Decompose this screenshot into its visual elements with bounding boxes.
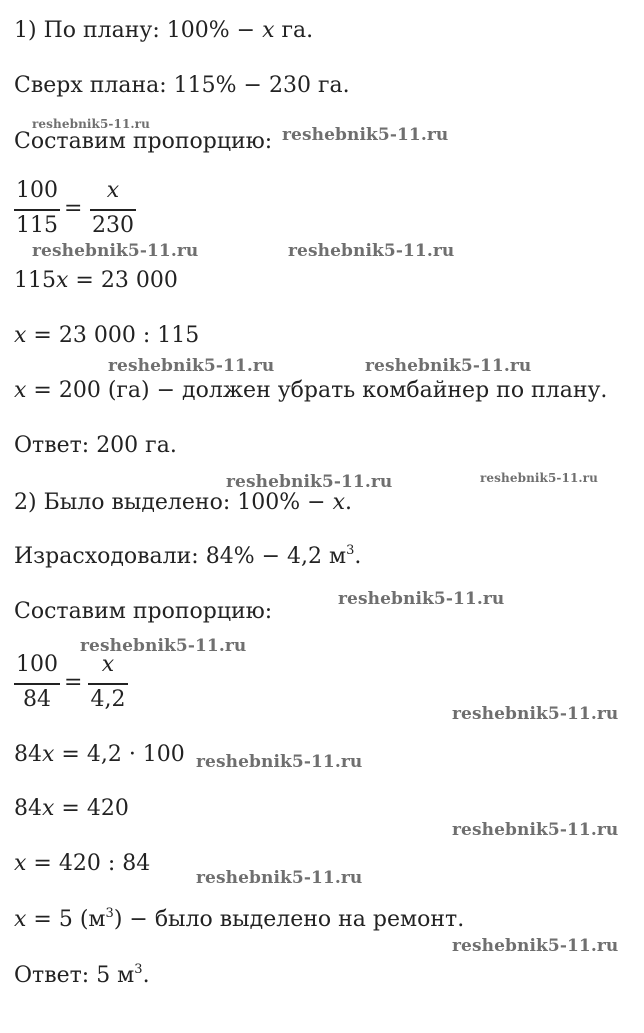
watermark: reshebnik5-11.ru bbox=[32, 241, 199, 261]
watermark: reshebnik5-11.ru bbox=[338, 589, 505, 609]
equation-2: x = 23 000 : 115 bbox=[14, 323, 200, 348]
over-plan-line: Сверх плана: 115% − 230 га. bbox=[14, 73, 350, 98]
compose-proportion-2: Составим пропорцию: bbox=[14, 599, 273, 624]
denominator: 230 bbox=[92, 213, 134, 238]
fraction-bar bbox=[14, 209, 60, 211]
equals-sign: = bbox=[64, 670, 83, 695]
equation-4: 84x = 4,2 · 100 bbox=[14, 742, 185, 767]
answer-1: Ответ: 200 га. bbox=[14, 433, 177, 458]
fraction-bar bbox=[14, 683, 60, 685]
equation-6: x = 420 : 84 bbox=[14, 851, 151, 876]
numerator: x bbox=[106, 178, 120, 203]
plan-text: 1) По плану: 100% − bbox=[14, 18, 263, 43]
watermark: reshebnik5-11.ru bbox=[32, 117, 150, 131]
fraction-left-1 bbox=[14, 178, 60, 240]
allocated-line: 2) Было выделено: 100% − x. bbox=[14, 490, 352, 515]
plan-unit: га. bbox=[274, 18, 314, 43]
equation-5: 84x = 420 bbox=[14, 796, 129, 821]
numerator: x bbox=[101, 652, 115, 677]
equation-3: x = 200 (га) − должен убрать комбайнер по плану. bbox=[14, 378, 608, 403]
fraction-bar bbox=[88, 683, 128, 685]
fraction-left-2 bbox=[14, 652, 60, 714]
denominator: 4,2 bbox=[90, 687, 126, 712]
spent-line: Израсходовали: 84% − 4,2 $м^3$. bbox=[14, 542, 362, 569]
watermark: reshebnik5-11.ru bbox=[452, 704, 619, 724]
watermark: reshebnik5-11.ru bbox=[365, 356, 532, 376]
watermark: reshebnik5-11.ru bbox=[80, 636, 247, 656]
plan-line bbox=[14, 18, 313, 44]
watermark: reshebnik5-11.ru bbox=[226, 472, 393, 492]
watermark: reshebnik5-11.ru bbox=[452, 820, 619, 840]
compose-proportion-1: Составим пропорцию: bbox=[14, 129, 273, 154]
numerator: 100 bbox=[16, 652, 58, 677]
equation-7: x = 5 $(м^3)$ − было выделено на ремонт. bbox=[14, 905, 465, 932]
watermark: reshebnik5-11.ru bbox=[480, 471, 598, 485]
watermark: reshebnik5-11.ru bbox=[282, 125, 449, 145]
variable-x: x bbox=[262, 18, 275, 43]
watermark: reshebnik5-11.ru bbox=[196, 868, 363, 888]
watermark: reshebnik5-11.ru bbox=[108, 356, 275, 376]
watermark: reshebnik5-11.ru bbox=[452, 936, 619, 956]
fraction-bar bbox=[90, 209, 136, 211]
watermark: reshebnik5-11.ru bbox=[196, 752, 363, 772]
fraction-right-2 bbox=[88, 652, 128, 714]
denominator: 115 bbox=[16, 213, 58, 238]
equation-1: 115x = 23 000 bbox=[14, 268, 178, 293]
numerator: 100 bbox=[16, 178, 58, 203]
denominator: 84 bbox=[23, 687, 51, 712]
answer-2: Ответ: 5 $м^3$. bbox=[14, 961, 150, 988]
fraction-right-1 bbox=[90, 178, 136, 240]
watermark: reshebnik5-11.ru bbox=[288, 241, 455, 261]
equals-sign: = bbox=[64, 196, 83, 221]
